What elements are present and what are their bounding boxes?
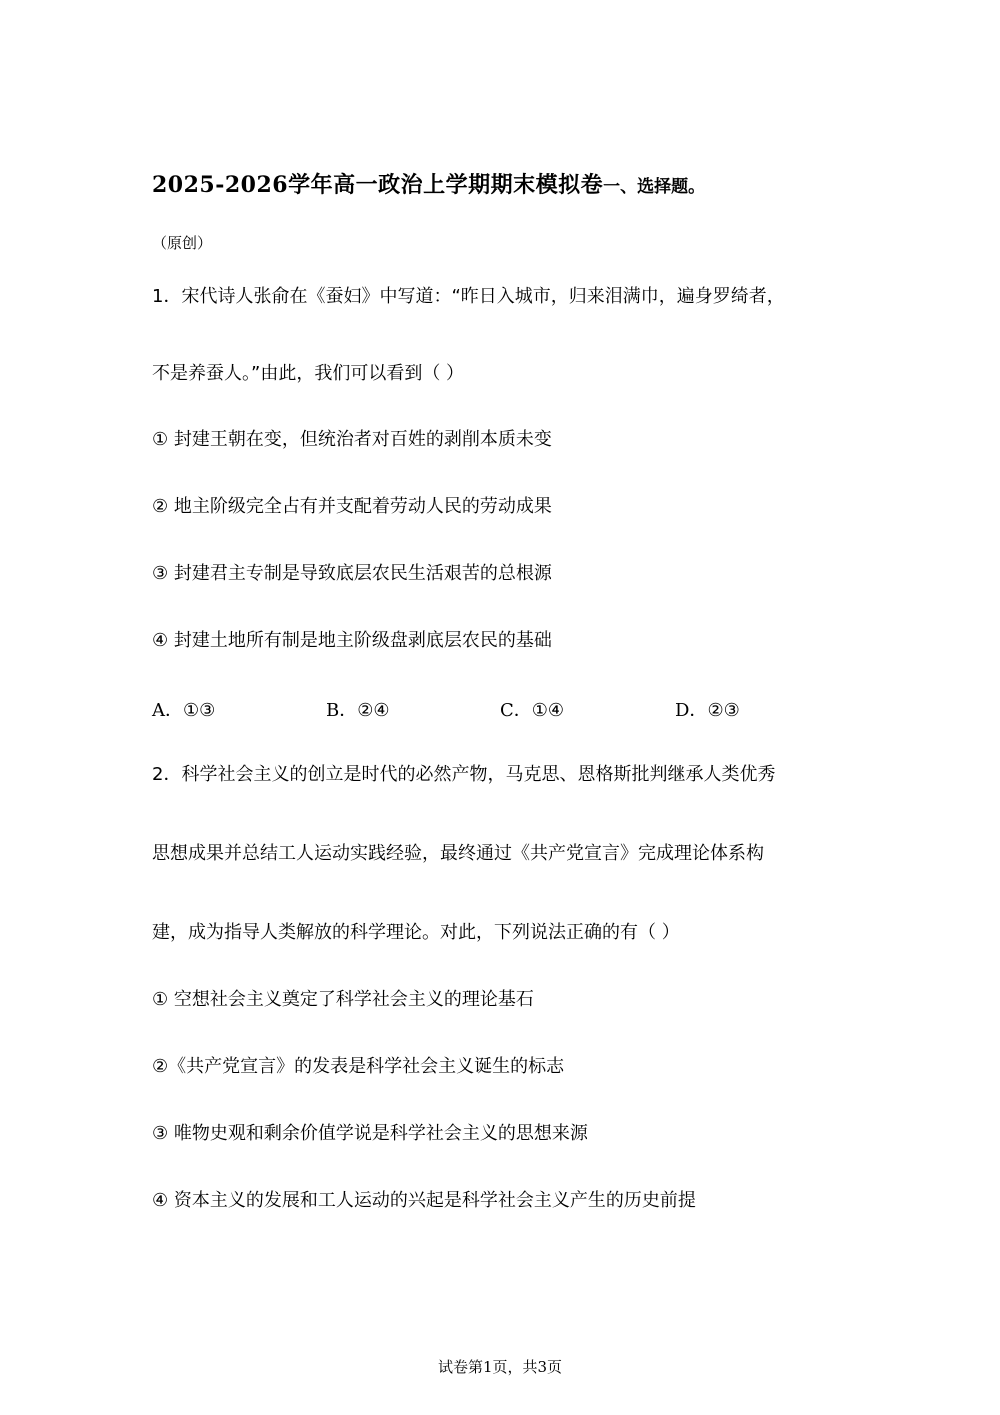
source-tag: （原创）	[152, 234, 213, 252]
exam-title-line	[152, 168, 705, 199]
exam-title: 2025-2026学年高一政治上学期期末模拟卷	[152, 172, 604, 198]
question-2-item-1: ① 空想社会主义奠定了科学社会主义的理论基石	[152, 989, 534, 1010]
page-footer: 试卷第1页，共3页	[437, 1358, 563, 1376]
option-a-value: ①③	[183, 700, 216, 721]
question-1-item-4: ④ 封建土地所有制是地主阶级盘剥底层农民的基础	[152, 630, 552, 651]
option-c-letter: C．	[500, 700, 532, 721]
option-b-letter: B．	[326, 700, 358, 721]
question-1-item-3: ③ 封建君主专制是导致底层农民生活艰苦的总根源	[152, 563, 552, 584]
question-2-stem-line-3: 建，成为指导人类解放的科学理论。对此，下列说法正确的有（ ）	[152, 922, 680, 943]
question-1-stem-line-1: 1．宋代诗人张俞在《蚕妇》中写道：“昨日入城市，归来泪满巾，遍身罗绮者，	[152, 286, 785, 307]
question-1-stem-line-2: 不是养蚕人。”由此，我们可以看到（ ）	[152, 363, 465, 384]
question-1-item-1: ① 封建王朝在变，但统治者对百姓的剥削本质未变	[152, 429, 552, 450]
option-d-value: ②③	[707, 700, 740, 721]
question-2-item-3: ③ 唯物史观和剩余价值学说是科学社会主义的思想来源	[152, 1123, 588, 1144]
option-a[interactable]	[152, 696, 215, 722]
option-c-value: ①④	[531, 700, 565, 721]
option-d-letter: D．	[675, 700, 708, 721]
option-b[interactable]	[326, 696, 390, 722]
question-2-stem-line-2: 思想成果并总结工人运动实践经验，最终通过《共产党宣言》完成理论体系构	[152, 843, 764, 864]
question-1-options	[152, 696, 872, 720]
section-heading: 一、选择题。	[603, 177, 706, 197]
option-b-value: ②④	[357, 700, 390, 721]
question-2-item-4: ④ 资本主义的发展和工人运动的兴起是科学社会主义产生的历史前提	[152, 1190, 696, 1211]
question-1-item-2: ② 地主阶级完全占有并支配着劳动人民的劳动成果	[152, 496, 552, 517]
option-d[interactable]	[675, 696, 740, 722]
option-c[interactable]	[500, 696, 564, 722]
question-2-stem-line-1: 2．科学社会主义的创立是时代的必然产物，马克思、恩格斯批判继承人类优秀	[152, 764, 776, 785]
option-a-letter: A．	[152, 700, 183, 721]
question-2-item-2: ②《共产党宣言》的发表是科学社会主义诞生的标志	[152, 1056, 565, 1077]
